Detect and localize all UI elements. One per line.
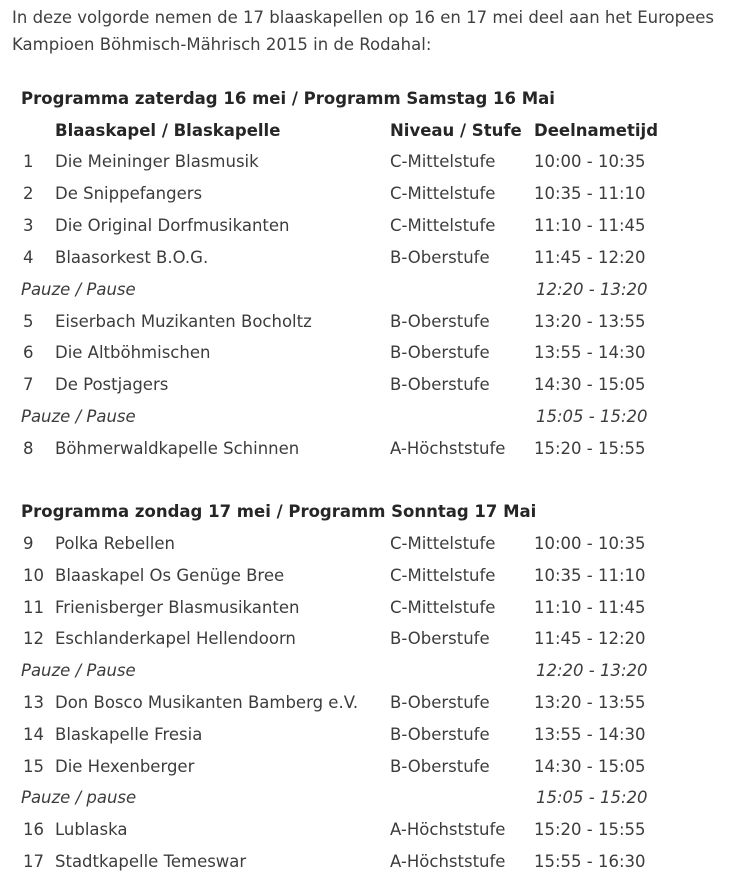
level: A-Höchststufe — [390, 439, 506, 459]
level: B-Oberstufe — [390, 756, 490, 776]
time-slot: 15:55 - 16:30 — [534, 852, 646, 871]
band-name: De Snippefangers — [55, 183, 203, 203]
schedule-row — [0, 725, 750, 757]
schedule-row — [0, 343, 750, 375]
header-level: Niveau / Stufe — [390, 121, 522, 140]
intro-text: In deze volgorde nemen de 17 blaaskapellen op 16 en 17 mei deel aan het Europees Kampioen Böhmisch-Mährisch 2015 in de Rodahal: — [12, 8, 714, 54]
level: B-Oberstufe — [390, 693, 490, 712]
level: B-Oberstufe — [390, 724, 490, 744]
band-name: Blaaskapel Os Genüge Bree — [55, 565, 285, 585]
time-slot: 13:55 - 14:30 — [534, 724, 646, 744]
time-slot: 15:20 - 15:55 — [534, 439, 646, 459]
row-number: 1 — [23, 152, 34, 171]
pause-label: Pauze / Pause — [21, 661, 136, 681]
time-slot: 10:35 - 11:10 — [534, 565, 646, 585]
header-band: Blaaskapel / Blaskapelle — [55, 121, 281, 140]
row-number: 2 — [23, 183, 34, 203]
band-name: Blaasorkest B.O.G. — [55, 247, 209, 267]
pause-label: Pauze / pause — [21, 788, 137, 808]
row-number: 13 — [23, 693, 44, 712]
row-number: 11 — [23, 597, 44, 617]
schedule-row — [0, 534, 750, 566]
schedule-row — [0, 248, 750, 280]
schedule-row — [0, 566, 750, 598]
band-name: Die Hexenberger — [55, 756, 195, 776]
level: A-Höchststufe — [390, 852, 506, 871]
row-number: 8 — [23, 439, 34, 459]
band-name: Eschlanderkapel Hellendoorn — [55, 629, 296, 649]
time-slot: 10:35 - 11:10 — [534, 183, 646, 203]
pause-row — [0, 661, 750, 693]
schedule-row — [0, 629, 750, 661]
row-number: 3 — [23, 215, 34, 235]
level: C-Mittelstufe — [390, 534, 496, 553]
header-time: Deelnametijd — [534, 121, 659, 140]
schedule-row — [0, 439, 750, 471]
saturday-title: Programma zaterdag 16 mei / Programm Samstag 16 Mai — [21, 89, 555, 108]
pause-time: 15:05 - 15:20 — [536, 407, 648, 427]
time-slot: 11:45 - 12:20 — [534, 629, 646, 649]
sunday-title: Programma zondag 17 mei / Programm Sonntag 17 Mai — [21, 502, 537, 521]
time-slot: 11:10 - 11:45 — [534, 215, 646, 235]
schedule-row — [0, 598, 750, 630]
time-slot: 14:30 - 15:05 — [534, 756, 646, 776]
time-slot: 11:10 - 11:45 — [534, 597, 646, 617]
schedule-row — [0, 152, 750, 184]
level: C-Mittelstufe — [390, 183, 496, 203]
pause-row — [0, 280, 750, 312]
level: C-Mittelstufe — [390, 565, 496, 585]
pause-time: 15:05 - 15:20 — [536, 788, 648, 808]
time-slot: 13:20 - 13:55 — [534, 311, 646, 331]
schedule-row — [0, 312, 750, 344]
schedule-row — [0, 852, 750, 884]
time-slot: 14:30 - 15:05 — [534, 375, 646, 395]
level: B-Oberstufe — [390, 311, 490, 331]
pause-row — [0, 407, 750, 439]
level: B-Oberstufe — [390, 343, 490, 363]
level: B-Oberstufe — [390, 247, 490, 267]
band-name: Lublaska — [55, 820, 128, 840]
band-name: Die Original Dorfmusikanten — [55, 215, 290, 235]
band-name: Polka Rebellen — [55, 534, 175, 553]
row-number: 17 — [23, 852, 44, 871]
row-number: 15 — [23, 756, 44, 776]
schedule-row — [0, 757, 750, 789]
pause-time: 12:20 - 13:20 — [536, 661, 648, 681]
band-name: Eiserbach Muzikanten Bocholtz — [55, 311, 312, 331]
time-slot: 13:55 - 14:30 — [534, 343, 646, 363]
band-name: Blaskapelle Fresia — [55, 724, 203, 744]
level: A-Höchststufe — [390, 820, 506, 840]
level: B-Oberstufe — [390, 629, 490, 649]
row-number: 5 — [23, 311, 34, 331]
level: C-Mittelstufe — [390, 597, 496, 617]
band-name: Don Bosco Musikanten Bamberg e.V. — [55, 693, 359, 712]
schedule-row — [0, 375, 750, 407]
row-number: 16 — [23, 820, 44, 840]
level: C-Mittelstufe — [390, 215, 496, 235]
time-slot: 15:20 - 15:55 — [534, 820, 646, 840]
schedule-row — [0, 216, 750, 248]
row-number: 6 — [23, 343, 34, 363]
band-name: De Postjagers — [55, 375, 169, 395]
row-number: 4 — [23, 247, 34, 267]
row-number: 12 — [23, 629, 44, 649]
band-name: Frienisberger Blasmusikanten — [55, 597, 300, 617]
time-slot: 11:45 - 12:20 — [534, 247, 646, 267]
row-number: 10 — [23, 565, 44, 585]
band-name: Die Altböhmischen — [55, 343, 211, 363]
time-slot: 13:20 - 13:55 — [534, 693, 646, 712]
level: B-Oberstufe — [390, 375, 490, 395]
level: C-Mittelstufe — [390, 152, 496, 171]
pause-time: 12:20 - 13:20 — [536, 279, 648, 299]
band-name: Die Meininger Blasmusik — [55, 152, 259, 171]
pause-row — [0, 788, 750, 820]
time-slot: 10:00 - 10:35 — [534, 534, 646, 553]
band-name: Stadtkapelle Temeswar — [55, 852, 247, 871]
schedule-row — [0, 693, 750, 725]
row-number: 7 — [23, 375, 34, 395]
pause-label: Pauze / Pause — [21, 279, 136, 299]
schedule-row — [0, 820, 750, 852]
pause-label: Pauze / Pause — [21, 407, 136, 427]
time-slot: 10:00 - 10:35 — [534, 152, 646, 171]
schedule-row — [0, 184, 750, 216]
band-name: Böhmerwaldkapelle Schinnen — [55, 439, 300, 459]
row-number: 9 — [23, 534, 34, 553]
row-number: 14 — [23, 724, 44, 744]
